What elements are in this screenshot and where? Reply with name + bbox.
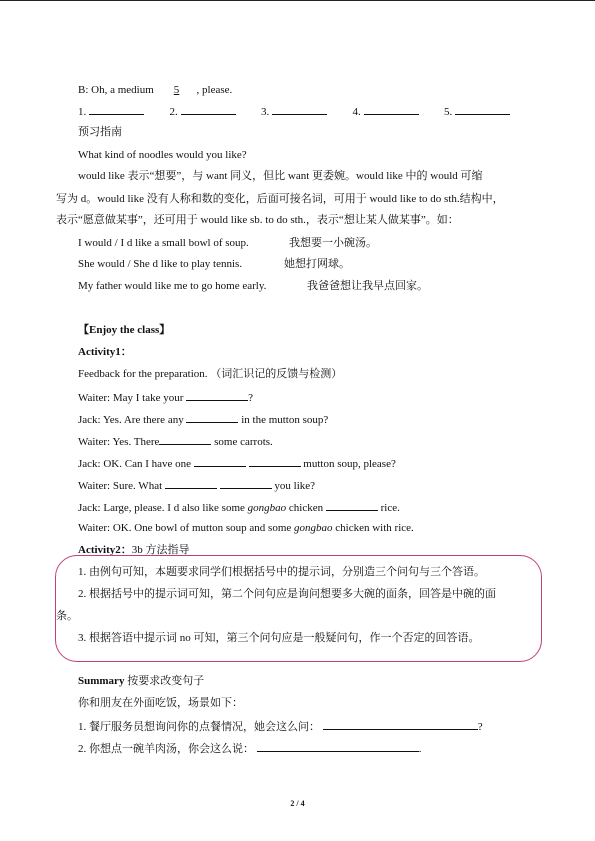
blank-d4a (194, 456, 246, 467)
page-top-rule (0, 0, 595, 1)
feedback-line: Feedback for the preparation. （词汇识记的反馈与检测） (78, 368, 343, 380)
activity1-label: Activity1： (78, 346, 132, 358)
question-line: What kind of noodles would you like? (78, 149, 247, 161)
enjoy-class-heading: 【Enjoy the class】 (78, 324, 171, 336)
tip-2-continued: 条。 (56, 610, 78, 622)
blank-d6 (326, 500, 378, 511)
answer-blanks-row: 1. 2. 3. 4. 5. (78, 104, 510, 119)
blank-d2 (186, 412, 238, 423)
example-2: She would / She d like to play tennis. 她想打网球。 (78, 258, 350, 270)
page-number: 2 / 4 (290, 799, 305, 808)
summary-question-1: 1. 餐厅服务员想询问你的点餐情况，她会这么问： ? (78, 721, 483, 733)
example-3: My father would like me to go home early. 我爸爸想让我早点回家。 (78, 280, 428, 292)
tip-2: 2. 根据括号中的提示词可知，第二个问句应是询问想要多大碗的面条，回答是中碗的面 (78, 588, 496, 600)
summary-question-2: 2. 你想点一碗羊肉汤，你会这么说： . (78, 743, 422, 755)
dialogue-1: Waiter: May I take your ? (78, 392, 254, 404)
summary-intro: 你和朋友在外面吃饭，场景如下： (78, 697, 243, 709)
blank-d5a (165, 478, 217, 489)
answer-blank-4 (364, 104, 419, 115)
answer-blank-5 (455, 104, 510, 115)
example-1: I would / I d like a small bowl of soup. 我想要一小碗汤。 (78, 237, 377, 249)
explanation-line-2: 写为 d。would like 没有人称和数的变化，后面可接名词，可用于 would like to do sth.结构中， (56, 193, 504, 205)
answer-blank-3 (272, 104, 327, 115)
dialogue-line-b: B: Oh, a medium 5 , please. (78, 84, 233, 96)
summary-blank-2 (257, 741, 419, 752)
activity2-label: Activity2：3b 方法指导 (78, 544, 190, 556)
dialogue-7: Waiter: OK. One bowl of mutton soup and some gongbao chicken with rice. (78, 522, 414, 534)
summary-blank-1 (323, 719, 478, 730)
answer-blank-2 (181, 104, 236, 115)
dialogue-6: Jack: Large, please. I d also like some gongbao chicken rice. (78, 502, 400, 514)
dialogue-4: Jack: OK. Can I have one mutton soup, please? (78, 458, 396, 470)
explanation-line-3: 表示“愿意做某事”，还可用于 would like sb. to do sth.，表示“想让某人做某事”。如： (56, 214, 459, 226)
tip-3: 3. 根据答语中提示词 no 可知，第三个问句应是一般疑问句，作一个否定的回答语。 (78, 632, 480, 644)
blank-d5b (220, 478, 272, 489)
blank-d4b (249, 456, 301, 467)
tip-1: 1. 由例句可知，本题要求同学们根据括号中的提示词，分别造三个问句与三个答语。 (78, 566, 485, 578)
dialogue-5: Waiter: Sure. What you like? (78, 480, 316, 492)
dialogue-2: Jack: Yes. Are there any in the mutton soup? (78, 414, 329, 426)
blank-d3 (159, 434, 211, 445)
explanation-line-1: would like 表示“想要”，与 want 同义，但比 want 更委婉。would like 中的 would 可缩 (78, 170, 483, 182)
summary-heading: Summary 按要求改变句子 (78, 675, 205, 687)
preview-guide-title: 预习指南 (78, 126, 122, 138)
dialogue-3: Waiter: Yes. There some carrots. (78, 436, 273, 448)
blank-d1 (186, 390, 248, 401)
blank-5: 5 (173, 84, 180, 96)
answer-blank-1 (89, 104, 144, 115)
